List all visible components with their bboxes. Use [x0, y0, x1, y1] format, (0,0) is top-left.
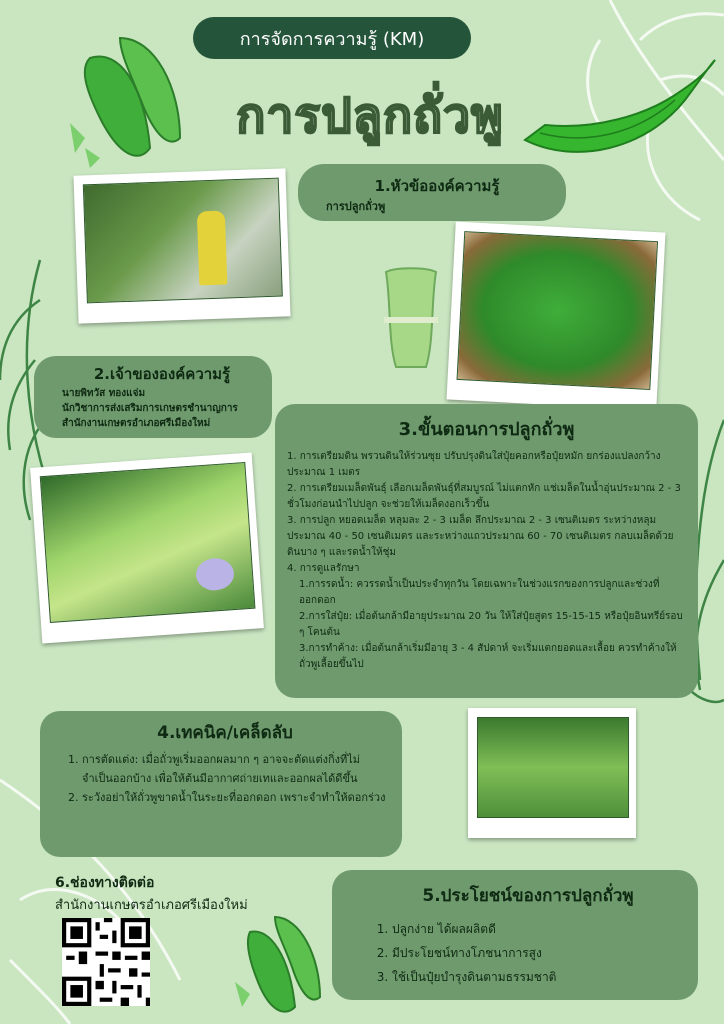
- km-header-pill: [193, 17, 471, 59]
- care-subitem: 3.การทำค้าง: เมื่อต้นกล้าเริ่มมีอายุ 3 - 4 สัปดาห์ จะเริ่มแตกยอดและเลื้อย ควรทำค้างให้ถั่วพูเลื้อยขึ้นไป: [299, 643, 677, 670]
- benefits-list: [372, 917, 684, 989]
- section-benefits: [332, 870, 698, 1000]
- step-item: 2. การเตรียมเมล็ดพันธุ์ เลือกเมล็ดพันธุ์ที่สมบูรณ์ ไม่แตกหัก แช่เมล็ดในน้ำอุ่นประมาณ 2 - 3 ชั่วโมงก่อนนำไปปลูก จะช่วยให้เมล็ดงอกเร็วขึ้น: [287, 483, 681, 510]
- beans-flower-photo: [30, 452, 264, 643]
- winged-bean-bundle-illustration: [376, 262, 446, 372]
- beans-plant-photo: [468, 708, 636, 838]
- winged-bean-bottom-illustration: [230, 912, 330, 1022]
- section-4-title: 4.เทคนิค/เคล็ดลับ: [157, 723, 293, 743]
- page-title: การปลูกถั่วพู: [236, 88, 504, 144]
- tip-item: 2. ระวังอย่าให้ถั่วพูขาดน้ำในระยะที่ออกดอก เพราะจำทำให้ดอกร่วง: [82, 788, 388, 807]
- farmer-photo: [73, 168, 290, 323]
- section-knowledge-topic: [298, 164, 566, 221]
- benefit-item: 1. ปลูกง่าย ได้ผลผลิตดี: [392, 917, 684, 941]
- winged-bean-top-right-illustration: [515, 55, 720, 175]
- section-planting-steps: [275, 404, 698, 698]
- step-item: 4. การดูแลรักษา: [287, 563, 360, 574]
- section-tips: [40, 711, 402, 857]
- section-5-title: 5.ประโยชน์ของการปลูกถั่วพู: [422, 886, 634, 906]
- step-item: 1. การเตรียมดิน พรวนดินให้ร่วนซุย ปรับปรุงดินใส่ปุ๋ยคอกหรือปุ๋ยหมัก ยกร่องแปลงกว้างประมาณ 1 เมตร: [287, 451, 661, 478]
- farmer-figure: [197, 210, 228, 285]
- section-contact: [55, 872, 325, 915]
- care-subitem: 1.การรดน้ำ: ควรรดน้ำเป็นประจำทุกวัน โดยเฉพาะในช่วงแรกของการปลูกและช่วงที่ออกดอก: [299, 579, 660, 606]
- section-1-text: การปลูกถั่วพู: [326, 200, 386, 213]
- tip-item: 1. การตัดแต่ง: เมื่อถั่วพูเริ่มออกผลมาก ๆ อาจจะตัดแต่งกิ่งที่ไม่จำเป็นออกบ้าง เพื่อให้ต้นมีอากาศถ่ายเทและออกผลได้ดีขึ้น: [82, 750, 388, 788]
- care-subitem: 2.การใส่ปุ๋ย: เมื่อต้นกล้ามีอายุประมาณ 20 วัน ให้ใส่ปุ๋ยสูตร 15-15-15 หรือปุ๋ยอินทรีย์รอบ ๆ โคนต้น: [299, 611, 683, 638]
- section-2-line: นายพิทวัส ทองแจ่ม: [62, 388, 146, 399]
- qr-code-image[interactable]: [62, 918, 150, 1006]
- step-item: 3. การปลูก หยอดเมล็ด หลุมละ 2 - 3 เมล็ด ลึกประมาณ 2 - 3 เซนติเมตร ระหว่างหลุมประมาณ 40 - 50 เซนติเมตร และระหว่างแถวประมาณ 60 - 70 เซนติเมตร กลบเมล็ดด้วยดินบาง ๆ และรดน้ำให้ชุ่ม: [287, 515, 674, 558]
- section-3-title: 3.ขั้นตอนการปลูกถั่วพู: [398, 419, 575, 440]
- winged-bean-top-left-illustration: [60, 28, 190, 178]
- section-2-title: 2.เจ้าขององค์ความรู้: [93, 365, 231, 383]
- flower-figure: [195, 557, 235, 592]
- section-knowledge-owner: [34, 356, 272, 438]
- section-1-title: 1.หัวข้อองค์ความรู้: [374, 177, 500, 195]
- beans-basket-photo: [446, 222, 665, 411]
- tips-list: [62, 750, 388, 807]
- km-header-label: การจัดการความรู้ (KM): [239, 28, 425, 50]
- benefit-item: 2. มีประโยชน์ทางโภชนาการสูง: [392, 941, 684, 965]
- section-2-line: นักวิชาการส่งเสริมการเกษตรชำนาญการ: [62, 403, 238, 414]
- section-6-text: สำนักงานเกษตรอำเภอศรีเมืองใหม่: [55, 898, 248, 913]
- section-6-title: 6.ช่องทางติดต่อ: [55, 875, 155, 891]
- benefit-item: 3. ใช้เป็นปุ๋ยบำรุงดินตามธรรมชาติ: [392, 965, 684, 989]
- section-2-line: สำนักงานเกษตรอำเภอศรีเมืองใหม่: [62, 418, 211, 429]
